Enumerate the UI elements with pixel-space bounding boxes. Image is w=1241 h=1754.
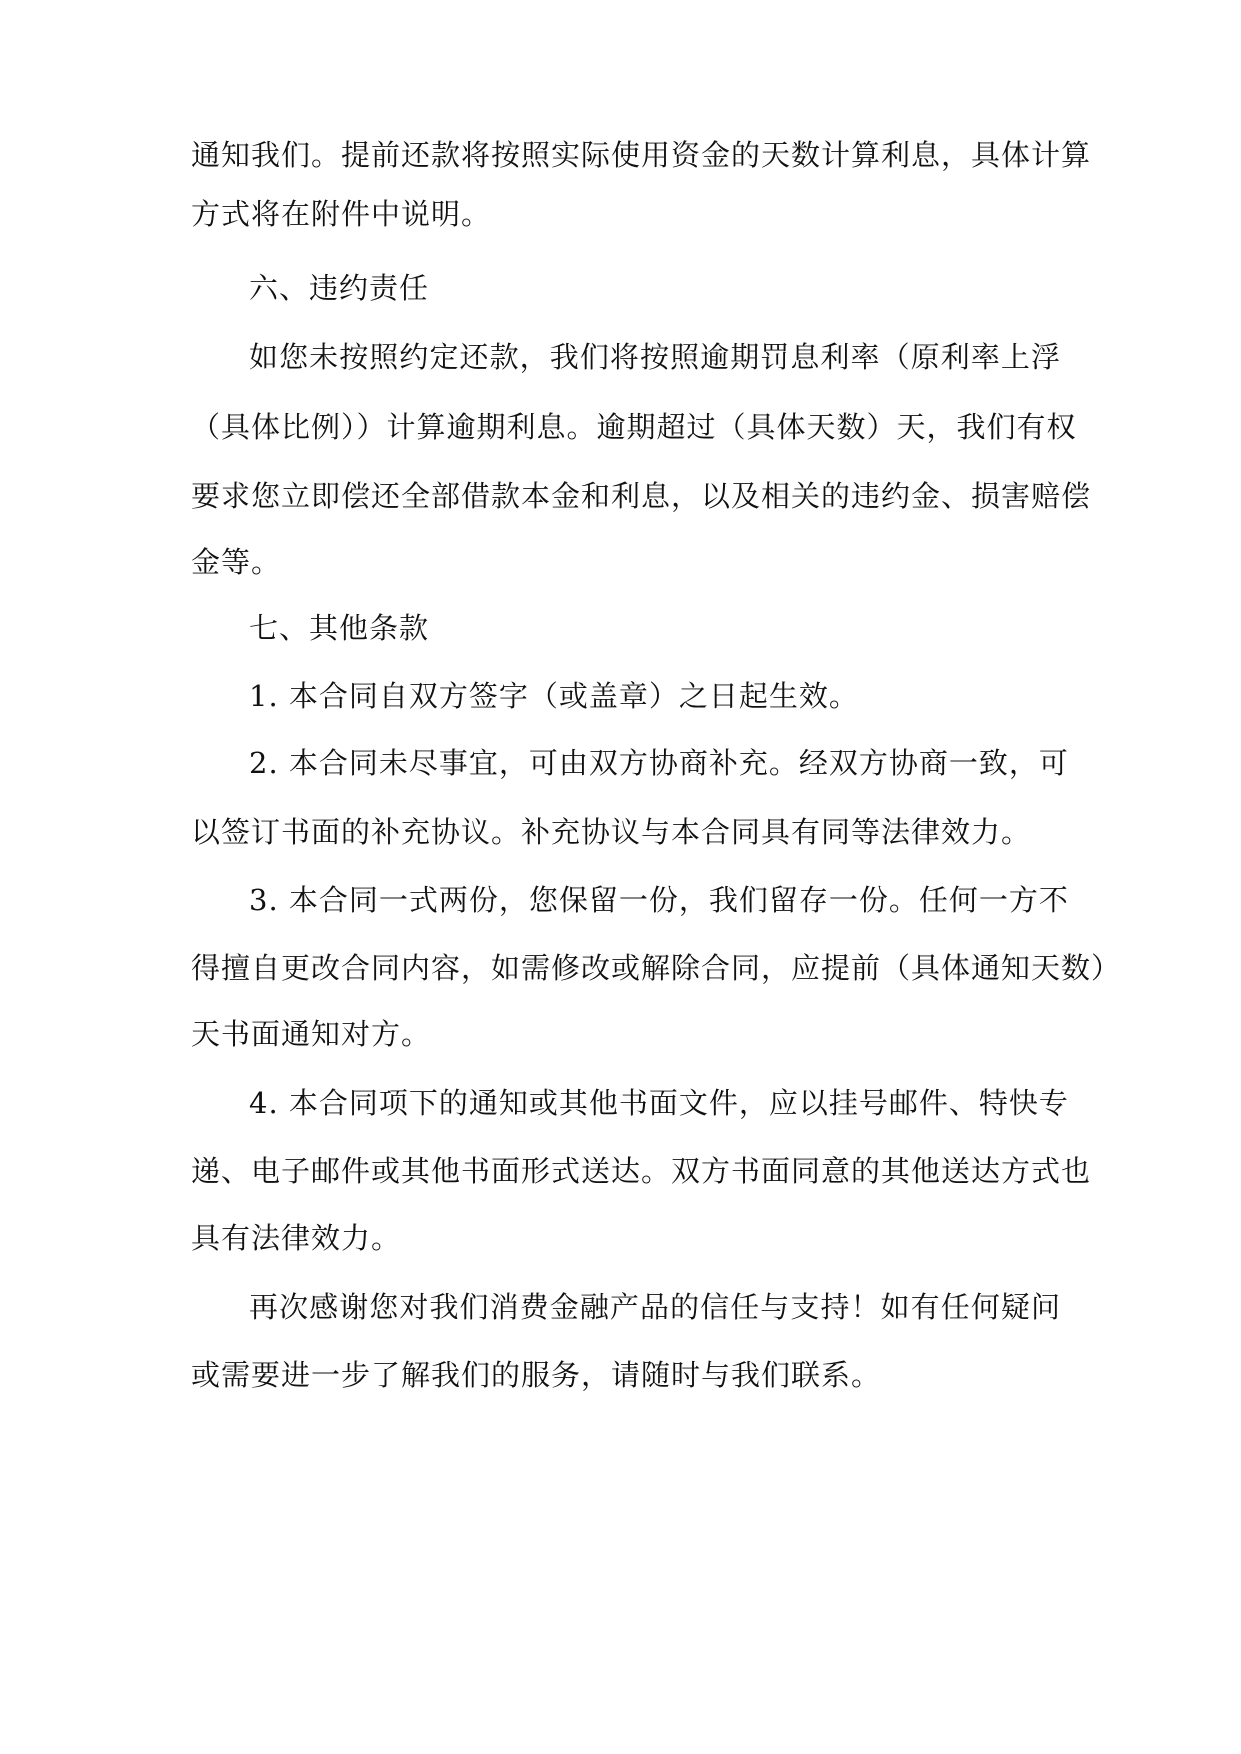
text-line: 2. 本合同未尽事宜，可由双方协商补充。经双方协商一致，可: [249, 746, 1069, 780]
text-line: 具有法律效力。: [191, 1221, 402, 1255]
text-line: 要求您立即偿还全部借款本金和利息，以及相关的违约金、损害赔偿: [191, 479, 1092, 513]
text-line: 4. 本合同项下的通知或其他书面文件，应以挂号邮件、特快专: [249, 1086, 1069, 1120]
text-line: 金等。: [191, 545, 282, 579]
text-line: 递、电子邮件或其他书面形式送达。双方书面同意的其他送达方式也: [191, 1154, 1092, 1188]
text-line: 得擅自更改合同内容，如需修改或解除合同，应提前（具体通知天数）: [191, 951, 1122, 985]
text-line: 或需要进一步了解我们的服务，请随时与我们联系。: [191, 1358, 882, 1392]
text-line: 1. 本合同自双方签字（或盖章）之日起生效。: [249, 679, 859, 713]
text-line: 3. 本合同一式两份，您保留一份，我们留存一份。任何一方不: [249, 883, 1069, 917]
text-line: 天书面通知对方。: [191, 1017, 432, 1051]
text-line: 通知我们。提前还款将按照实际使用资金的天数计算利息，具体计算: [191, 138, 1092, 172]
text-line: 以签订书面的补充协议。补充协议与本合同具有同等法律效力。: [191, 815, 1032, 849]
section-heading: 七、其他条款: [249, 611, 430, 645]
text-line: （具体比例））计算逾期利息。逾期超过（具体天数）天，我们有权: [191, 410, 1077, 444]
text-line: 如您未按照约定还款，我们将按照逾期罚息利率（原利率上浮: [249, 340, 1061, 374]
text-line: 方式将在附件中说明。: [191, 197, 492, 231]
section-heading: 六、违约责任: [249, 271, 430, 305]
text-line: 再次感谢您对我们消费金融产品的信任与支持！如有任何疑问: [249, 1290, 1061, 1324]
